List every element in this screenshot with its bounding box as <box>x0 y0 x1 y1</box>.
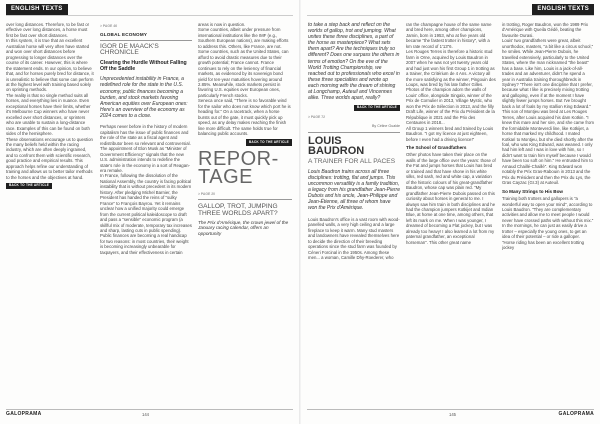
right-column-1 <box>308 22 400 260</box>
paragraph: Seneca once said, "There is no favorable wind for the sailor who does not know which port he is heading for." On a racetrack, when a horse bursts out of the gate, it must quickly pick up speed, as any delay makes reaching the finish line more difficult. The same holds true for balancing public accounts. <box>198 98 291 137</box>
header-rule-right <box>307 15 594 16</box>
paragraph: The reality is that no single method suits all horses, and everything lies in nuance. Even exceptional horses have their limits, whether it's Melbourne Cup winners who have never excelled over short distances, or sprinters who are unable to sustain a long-distance race. Examples of this can be found on both sides of the hemisphere. <box>6 92 91 137</box>
section-kicker: GLOBAL ECONOMY <box>100 32 148 38</box>
paragraph: Perhaps never before in the history of modern capitalism has the issue of public finances and the role of the state as a fiscal agent and redistributor been so relevant and controversial. The appointment of Elon Musk as "Minister of Government Efficiency" signals that the new U.S. administration intends to redefine the state's role in the economy in a sort of Reagan-era remake. <box>100 124 191 173</box>
right-column-2 <box>406 22 496 245</box>
footer-logo-left <box>6 411 41 417</box>
paragraph: In this system, it is true that an excellent Australian horse will very often have started and won over short distances before progressing to longer distances over the course of its career. However, this is where the statement ends. In our opinion, to believe that, and for horses purely bred for distance, it is unrealistic to believe that some can perform at the highest level with training based solely on sprinting methods. <box>6 38 94 93</box>
paragraph: In the mornings, he can just as easily drive a trotter – especially the young ones, to get an idea of their potential – or ride a galloper. "Horse riding has been an excellent trotting jockey <box>502 223 587 251</box>
paragraph: Public finances are becoming a real handicap for two reasons: in most countries, their weight is becoming increasingly unbearable for taxpayers, and their effectiveness in certain <box>100 233 189 255</box>
paragraph: In France, following the dissolution of the National Assembly, the country is facing political instability that is without precedent in its modern history. After pledging Michel Barnier, the President has handed the reins of "sulky France" to François Bayrou. Yet it remains unclear how a unified majority could emerge from the current political kaleidoscope to draft and pass a "sensible" economic program (a skillful mix of moderate, temporary tax increases and sharp, lasting cuts in public spending). <box>100 173 192 233</box>
right-column-3 <box>502 22 594 251</box>
back-to-article-button[interactable]: BACK TO THE ARTICLE <box>246 139 292 146</box>
page-number-right: 145 <box>449 412 456 417</box>
paragraph: These observations encourage us to question the many beliefs held within the racing industry, which are often deeply ingrained, and to confront them with scientific research, good practice and empirical results. This approach helps refine our understanding of training and allows us to better tailor methods to the horses and the objectives at hand. <box>6 136 93 180</box>
article-title: LOUIS BAUDRON <box>308 134 365 157</box>
article-subtitle: A TRAINER FOR ALL PACES <box>308 157 396 165</box>
divider <box>100 40 192 41</box>
paragraph: Training both trotters and gallopers is "a wonderful way to open your mind", according to Louis Baudron. "They are complementary activities and allow me to meet people I would never have crossed paths with without this mix." <box>502 196 594 223</box>
paragraph: Photos of the champion adorn the walls of Louis' office, alongside Singalo, winner of the Prix de Cornulier in 2013, Village Mystic, who won the Prix de Sélection in 2013, and the filly Draft Life, winner of the Prix du Président de la République in 2021 and the Prix des Centaures in 2018... <box>406 87 495 126</box>
paragraph: Other photos have taken their place on the walls of the large office over the years: those of the Fat and jumps horses that Louis has bred or trained and that have shone in his white silks, red sash, red and white cap, a variation of the historic colours of his great-grandfather Baudron, whose cap was plain red. "My grandfather Jean-Pierre Dubois passed on this curiosity about horses in general to me. I always saw him train in both disciplines and he had the champion jumpers Kotkijet and Indian Blue, at home at one time, among others, that left its mark on me. When I was younger, I dreamed of becoming a Flat jockey, but I was already too heavy! I also learned a lot from my paternal grandfather, an exceptional horseman". This other great name <box>406 152 496 245</box>
page-reference-link[interactable]: > PAGE 46 <box>100 24 117 28</box>
page-reference-link[interactable]: > PAGE 72 <box>308 115 325 120</box>
article-lede: Unprecedented instability in France, a redefined role for the state in the U.S. economy, public finances becoming a burden, and stock markets favoring American equities over European ones: Here's an overview of the economy as 2024 comes to a close. <box>100 76 188 119</box>
paragraph: in trotting, Roger Baudron, won the 1989 Prix d'Amérique with Queila Gédé, beating the favourite Ourasi. <box>502 22 588 38</box>
left-column-3 <box>198 22 292 237</box>
paragraph: Les Rouges Terres is therefore a historic stud farm in Orne, acquired by Louis Baudron in 2007 when he was not yet twenty years old and had just won his first Group 1 in trotting as a trainer, the Critérium de 4 Ans. A victory all the more satisfying as the winner, Pingouin des Loups, was bred by his late father Gilles. <box>406 49 496 87</box>
paragraph: Louis Baudron's office is a vast room with wood-panelled walls, a very high ceiling and a large fireplace to keep it warm. Many stud masters and landowners have revealed themselves here to decide the direction of their breeding operations since the stud farm was founded by Céneri Forcinal in the 1950s. Among these men... a woman, Camille Dhy-Roederer, who <box>308 216 400 260</box>
section-tab-right: ENGLISH TEXTS <box>532 4 594 15</box>
paragraph: over long distances. Therefore, to be fast or effective over long distances, a horse must first be fast over short distances. <box>6 22 90 38</box>
page-reference-link[interactable]: > PAGE 20 <box>198 191 215 196</box>
divider <box>198 199 292 200</box>
section-subhead: So Many Strings to His Bow <box>502 188 563 194</box>
page-number-left: 144 <box>142 412 149 417</box>
section-tab-left: ENGLISH TEXTS <box>6 4 68 15</box>
header-rule-left <box>6 15 293 16</box>
back-to-article-button[interactable]: BACK TO THE ARTICLE <box>6 183 52 190</box>
magazine-logo: GALOPRAMA <box>558 411 594 417</box>
footer-rule-right <box>307 409 594 410</box>
article-subtitle: Clearing the Hurdle Without Falling Off the Saddle <box>100 60 187 73</box>
article-title: IGOR DE MAACK'S CHRONICLE <box>100 42 159 57</box>
section-heading-reportage: REPOR- TAGE <box>198 147 279 188</box>
article-title: GALLOP, TROT, JUMPING THREE WORLDS APART? <box>198 202 278 217</box>
paragraph: areas is now in question. <box>198 22 246 27</box>
left-column-2 <box>100 22 192 255</box>
paragraph: Louis' two grandfathers were great, albeit unorthodox, masters, "a bit like a circus school," he smiles. While Jean-Pierre Dubois, he travelled extensively, particularly to the United States, where the man nicknamed "the beast" has a base. Like him, Louis is a jack-of-all-trades and an adventurer, didn't he spend a year in Australia training thoroughbreds in Sydney? "There isn't one discipline that I prefer, because what I like is precisely mixing trotting and galloping, even if at the moment I have slightly fewer jumps horses. But I've brought back a lot of foals by my stallion King Edward." This son of Montjeu was bred at Les Rouges Terres, after Louis acquired his dam Kotkin. "I knew this mare and her sire, and she came from the formidable Monteverdi line, like Kotkijet, a horse that marked my childhood. I mated Kotkari to Montjeu, but she died shortly after the foal, who was King Edward, was weaned. I only had him left and I was in love with him, so I didn't want to train him myself because I would have been too soft on him." He entrusted him to Arnaud Chaillé-Chaillé". King Edward won notably the Prix Gras-Rabouin in 2013 and the Prix du Président and then the Prix du Lys, the Gras Cayzac (Gr.3) at Auteuil. <box>502 38 594 186</box>
footer-logo-right <box>559 411 594 417</box>
divider <box>308 132 400 133</box>
paragraph: All Group 1 winners bred and trained by Louis Baudron. "I got my licence at just eighteen, before I even had a driving licence!" <box>406 125 494 142</box>
section-subhead: The School of Grandfathers <box>406 144 467 150</box>
magazine-logo: GALOPRAMA <box>6 411 42 417</box>
right-page <box>301 0 600 424</box>
byline: By Céline Gualde <box>372 123 400 128</box>
article-lede-continued: to take a step back and reflect on the worlds of gallop, trot and jumping. What unites these three disciplines, a part of the horse as masterpiece? What sets them apart? Are the techniques truly so different? Does one surpass the others in terms of emotion? On the eve of the World Trotting Championship, we reached out to professionals who excel in these three specialties and wrote up each morning with the dream of shining at Longchamp, Auteuil and Vincennes alike. Three worlds apart, really? <box>308 22 400 102</box>
footer-rule-left <box>6 409 293 410</box>
article-lede: Louis Baudron trains across all three disciplines: trotting, flat and jumps. This uncommon versatility is a family tradition, a legacy from his grandfather Jean-Pierre Dubois and his uncle, Jean-Philippe and Jean-Étienne, all three of whom have won the Prix d'Amérique. <box>308 168 400 212</box>
back-to-article-button[interactable]: BACK TO THE ARTICLE <box>354 105 400 112</box>
article-lede: The Prix d'Amérique, the crown jewel of the January racing calendar, offers an opportunity <box>198 219 289 237</box>
left-column-1 <box>6 22 94 189</box>
left-page <box>0 0 299 424</box>
paragraph: Some countries, albeit under pressure from international institutions like the IMF (e.g., Southern European nations), are making efforts to address this. Others, like France, are not. Some countries, such as the United States, can afford to avoid drastic measures due to their growth potential; France cannot. France continues to rely on the leniency of financial markets, as evidenced by its sovereign bond yield for ten-year maturities hovering around 2.85%. Meanwhile, stock markets persist in favoring U.S. equities over European ones, particularly French stocks. <box>198 27 289 98</box>
paragraph: ran the champagne house of the same name and bred here, among other champions, Jamin, born in 1953, who at five years old became "the fastest trotter in history", with a km rate record of 1'13"6. <box>406 22 492 49</box>
